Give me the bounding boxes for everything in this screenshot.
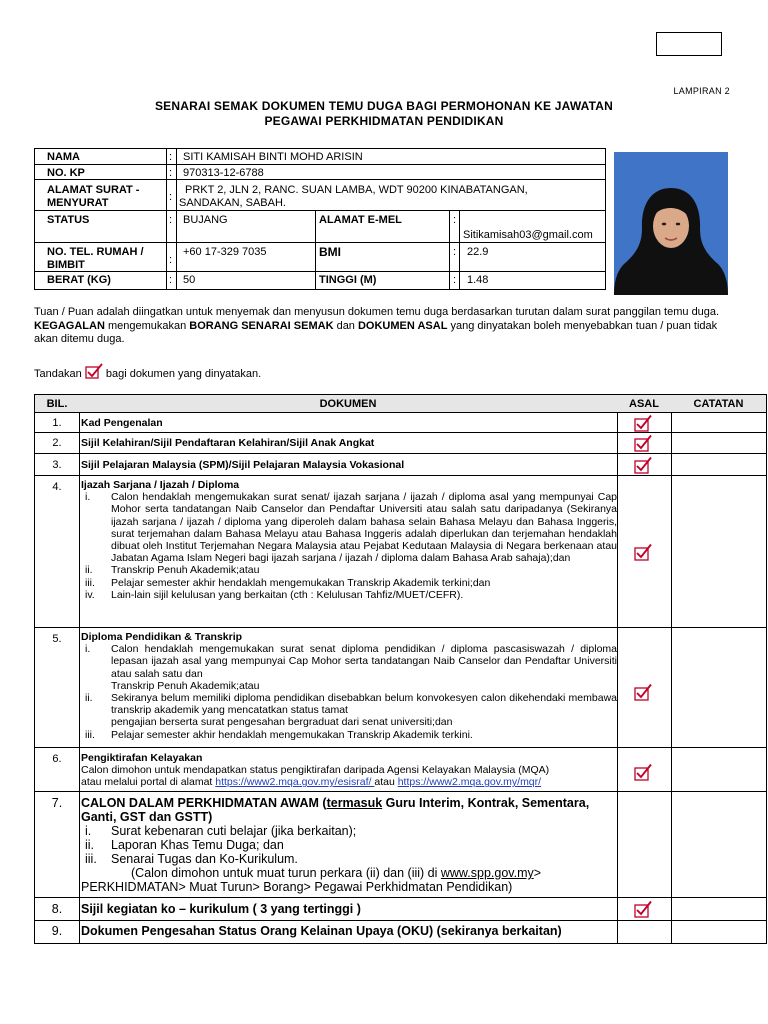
spp-link[interactable]: www.spp.gov.my <box>440 866 534 880</box>
mqa-mqr-link[interactable]: https://www2.mqa.gov.my/mqr/ <box>397 776 542 789</box>
item-text: Pelajar semester akhir hendaklah mengemukakan Transkrip Akademik terkini. <box>111 728 473 741</box>
bmi-value: 22.9 <box>467 246 489 258</box>
title-line-1: SENARAI SEMAK DOKUMEN TEMU DUGA BAGI PERMOHONAN KE JAWATAN <box>154 99 614 113</box>
berat-label: BERAT (KG) <box>47 274 111 286</box>
table-row-2 <box>35 432 766 454</box>
info-row-status <box>35 210 605 243</box>
document-checklist-table <box>34 394 767 944</box>
notice-bold-dokumen: DOKUMEN ASAL <box>357 319 448 332</box>
row-number: 2. <box>52 437 62 449</box>
item-number: iii. <box>85 576 95 589</box>
row-title: Kad Pengenalan <box>81 417 163 429</box>
item-text: Transkrip Penuh Akademik;atau <box>111 564 260 577</box>
colon: : <box>453 274 457 286</box>
row-text: atau <box>374 776 398 789</box>
tinggi-value: 1.48 <box>467 274 489 286</box>
row-title: Pengiktirafan Kelayakan <box>81 752 203 764</box>
download-note <box>81 866 601 880</box>
table-row-7 <box>35 791 766 898</box>
row-title: Sijil Pelajaran Malaysia (SPM)/Sijil Pelajaran Malaysia Vokasional <box>81 459 405 471</box>
item-number: iii. <box>85 852 97 866</box>
colon: : <box>169 254 173 266</box>
item-text: Senarai Tugas dan Ko-Kurikulum. <box>111 852 298 866</box>
item-number: iv. <box>85 588 95 601</box>
checkmark-icon[interactable] <box>634 434 652 452</box>
note-text: > <box>533 866 542 880</box>
notice-text: yang dinyatakan boleh menyebabkan tuan / puan tidak akan ditemu duga. <box>34 319 718 345</box>
tinggi-label: TINGGI (M) <box>319 274 377 286</box>
list-item <box>81 643 617 680</box>
list-item <box>81 729 617 741</box>
page-title <box>60 99 708 129</box>
nokp-value: 970313-12-6788 <box>183 167 264 179</box>
row-text: Calon dimohon untuk mendapatkan status pengiktirafan daripada Agensi Kelayakan Malaysia (MQA) <box>81 764 550 777</box>
checkmark-icon[interactable] <box>634 763 652 781</box>
checkmark-icon[interactable] <box>634 683 652 701</box>
row-number: 5. <box>52 633 62 645</box>
notice-bold-kegagalan: KEGAGALAN <box>34 319 105 332</box>
info-row-alamat <box>35 179 605 211</box>
info-row-nama <box>35 149 605 164</box>
colon: : <box>169 167 173 179</box>
item-text: Calon hendaklah mengemukakan surat senat/ ijazah sarjana / ijazah / diploma asal yang mempunyai Cap Mohor serta tandatangan Naib Canselor dan Pendaftar Universiti atau salah satu daripadanya (Sekiranya ijazah sarjana / ijazah / diploma yang diperoleh dalam bahasa selain Bahasa Melayu dan Bahasa Inggeris, surat terjemahan dalam Bahasa Melayu atau Bahasa Inggeris adalah diperlukan dan terjemahan hendaklah dibuat oleh Institut Terjemahan Negara Malaysia atau Pejabat Kedutaan Malaysia di Negara berkenaan atau Jabatan Agama Islam Negeri bagi ijazah sarjana / ijazah / diploma dalam Bahasa Arab sahaja);dan <box>111 491 617 565</box>
item-text: Calon hendaklah mengemukakan surat senat diploma pendidikan / diploma pascasiswazah / diploma lepasan ijazah asal yang mempunyai Cap Mohor serta tandatangan Naib Canselor dan Pendaftar Universiti atau salah satu dan <box>111 643 617 680</box>
row-number: 6. <box>52 753 62 765</box>
nokp-label: NO. KP <box>47 167 85 179</box>
item-number: i. <box>85 491 91 504</box>
notice-paragraph <box>34 306 734 347</box>
table-row-1 <box>35 412 766 433</box>
item-number: i. <box>85 643 91 656</box>
row-title: Ijazah Sarjana / Ijazah / Diploma <box>81 479 240 491</box>
berat-value: 50 <box>183 274 196 286</box>
table-row-5 <box>35 627 766 748</box>
header-catatan: CATATAN <box>693 398 744 410</box>
row-title: Dokumen Pengesahan Status Orang Kelainan Upaya (OKU) (sekiranya berkaitan) <box>81 924 562 938</box>
list-item <box>81 838 601 852</box>
row-text: atau melalui portal di alamat <box>81 776 216 789</box>
checkmark-icon[interactable] <box>634 456 652 474</box>
alamat-label: ALAMAT SURAT - MENYURAT <box>47 184 140 209</box>
title-part-underline: termasuk <box>326 796 383 810</box>
appendix-label: LAMPIRAN 2 <box>673 86 730 96</box>
table-row-4 <box>35 475 766 628</box>
checkmark-icon[interactable] <box>634 543 652 561</box>
item-text: Pelajar semester akhir hendaklah mengemukakan Transkrip Akademik terkini;dan <box>111 576 491 589</box>
checkmark-icon <box>85 363 103 379</box>
bmi-label: BMI <box>319 246 341 259</box>
list-item <box>81 564 617 576</box>
portrait-image <box>614 152 728 295</box>
notice-text: Tuan / Puan adalah diingatkan untuk menyemak dan menyusun dokumen temu duga berdasarkan turutan dalam surat panggilan temu duga. <box>34 306 720 318</box>
colon: : <box>453 214 457 226</box>
tel-label: NO. TEL. RUMAH / BIMBIT <box>47 246 144 271</box>
checkmark-icon[interactable] <box>634 414 652 432</box>
info-row-berat <box>35 271 605 289</box>
item-text: Surat kebenaran cuti belajar (jika berkaitan); <box>111 824 357 838</box>
row-number: 4. <box>52 481 62 493</box>
title-part: CALON DALAM PERKHIDMATAN AWAM ( <box>81 796 327 810</box>
item-number: i. <box>85 824 92 838</box>
nama-value: SITI KAMISAH BINTI MOHD ARISIN <box>183 151 363 163</box>
note-text: (Calon dimohon untuk muat turun perkara (ii) dan (iii) di <box>131 866 441 880</box>
table-header-row <box>35 395 766 412</box>
header-bil: BIL. <box>46 398 68 410</box>
header-dokumen: DOKUMEN <box>319 398 377 410</box>
checkmark-icon[interactable] <box>634 900 652 918</box>
row-content <box>81 752 617 789</box>
alamat-value: PRKT 2, JLN 2, RANC. SUAN LAMBA, WDT 90200 KINABATANGAN, SANDAKAN, SABAH. <box>179 184 528 209</box>
status-value: BUJANG <box>183 214 228 226</box>
row-number: 7. <box>51 796 63 810</box>
applicant-info-table <box>34 148 606 290</box>
row-number: 9. <box>51 924 63 938</box>
title-part: Guru Interim, Kontrak, Sementara, Ganti, GST dan GSTT) <box>81 796 590 824</box>
title-line-2: PEGAWAI PERKHIDMATAN PENDIDIKAN <box>264 114 504 128</box>
applicant-photo <box>614 152 728 295</box>
row-number: 8. <box>51 902 63 916</box>
item-text: Laporan Khas Temu Duga; dan <box>111 838 284 852</box>
colon: : <box>169 274 173 286</box>
notice-text: dan <box>333 319 358 332</box>
header-asal: ASAL <box>629 398 659 410</box>
table-row-8 <box>35 897 766 921</box>
list-item <box>81 491 617 564</box>
row-title: Sijil Kelahiran/Sijil Pendaftaran Kelahiran/Sijil Anak Angkat <box>81 437 375 449</box>
colon: : <box>169 214 173 226</box>
info-row-tel <box>35 242 605 272</box>
list-item <box>81 824 601 838</box>
row-content <box>81 631 617 741</box>
tandakan-text: bagi dokumen yang dinyatakan. <box>105 368 262 380</box>
row-title <box>81 796 601 824</box>
item-text: Lain-lain sijil kelulusan yang berkaitan (cth : Kelulusan Tahfiz/MUET/CEFR). <box>111 588 464 601</box>
table-row-9 <box>35 920 766 943</box>
tandakan-text: Tandakan <box>34 368 82 380</box>
tel-value: +60 17-329 7035 <box>183 246 267 258</box>
nama-label: NAMA <box>47 151 80 163</box>
row-title: Sijil kegiatan ko – kurikulum ( 3 yang tertinggi ) <box>81 902 361 916</box>
list-item <box>81 852 601 866</box>
item-number: ii. <box>85 564 93 577</box>
info-row-nokp <box>35 164 605 180</box>
colon: : <box>169 191 173 203</box>
row-content <box>81 796 601 894</box>
colon: : <box>169 151 173 163</box>
tandakan-instruction <box>34 363 261 382</box>
list-item <box>81 692 617 716</box>
list-item <box>81 680 617 692</box>
status-label: STATUS <box>47 214 90 226</box>
row-number: 3. <box>52 459 62 471</box>
row-text-links <box>81 776 617 788</box>
table-row-3 <box>35 453 766 476</box>
row-content <box>81 479 617 601</box>
item-number: iii. <box>85 728 95 741</box>
item-text: Sekiranya belum memiliki diploma pendidikan disebabkan belum konvokesyen calon dikehendaki membawa transkrip akademik yang mencatatkan status tamat <box>111 692 617 717</box>
item-text: pengajian berserta surat pengesahan bergraduat dari senat universiti;dan <box>111 716 453 729</box>
list-item <box>81 577 617 589</box>
notice-bold-borang: BORANG SENARAI SEMAK <box>189 319 334 332</box>
colon: : <box>453 246 457 258</box>
item-number: ii. <box>85 838 95 852</box>
email-value: Sitikamisah03@gmail.com <box>463 229 593 241</box>
row-title: Diploma Pendidikan & Transkrip <box>81 631 243 643</box>
item-text: Transkrip Penuh Akademik;atau <box>111 679 260 692</box>
reference-box <box>656 32 722 56</box>
row-number: 1. <box>52 417 62 429</box>
notice-text: mengemukakan <box>104 319 190 332</box>
table-row-6 <box>35 747 766 792</box>
list-item <box>81 589 617 601</box>
item-number: ii. <box>85 692 93 705</box>
note-text: PERKHIDMATAN> Muat Turun> Borang> Pegawai Perkhidmatan Pendidikan) <box>81 880 513 894</box>
list-item <box>81 716 617 728</box>
email-label: ALAMAT E-MEL <box>319 214 402 226</box>
mqa-esisraf-link[interactable]: https://www2.mqa.gov.my/esisraf/ <box>215 776 375 789</box>
